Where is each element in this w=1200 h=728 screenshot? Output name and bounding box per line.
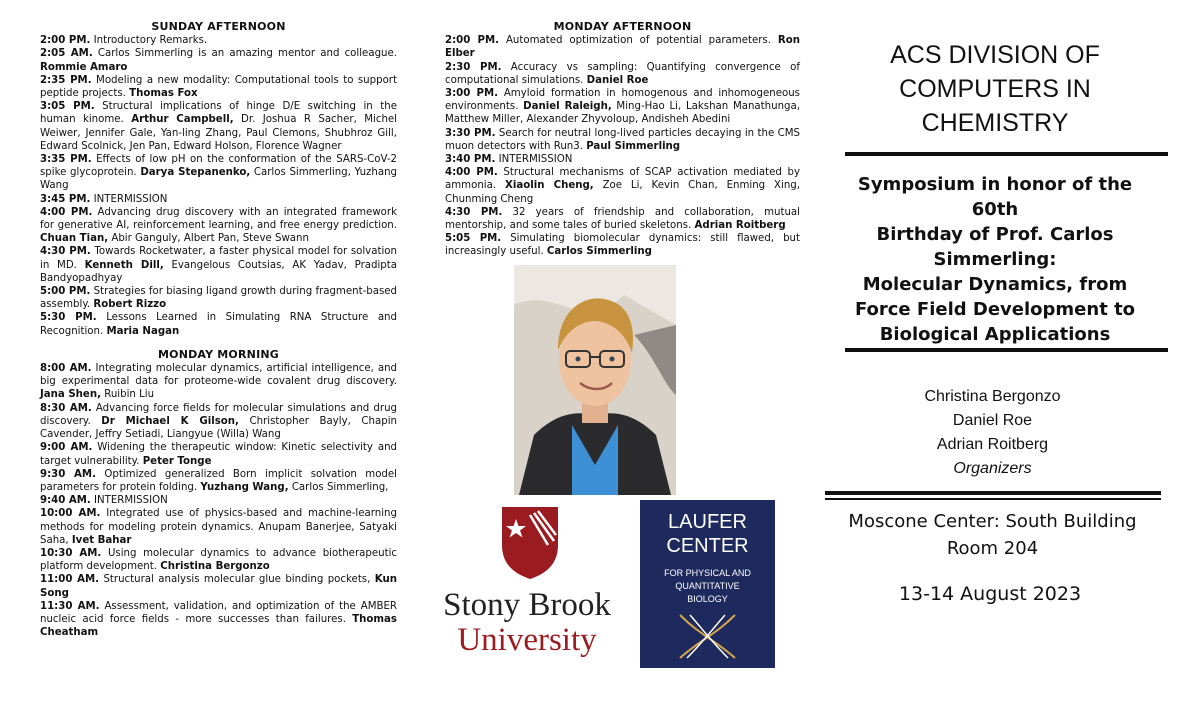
schedule-entry bbox=[40, 47, 397, 73]
schedule-entry bbox=[445, 34, 800, 60]
entry-time: 3:45 PM. bbox=[40, 193, 91, 205]
schedule-entry bbox=[445, 153, 800, 166]
schedule-entry bbox=[40, 494, 397, 507]
entry-time: 10:00 AM. bbox=[40, 508, 101, 520]
symposium-line4: Molecular Dynamics, from bbox=[862, 274, 1128, 295]
entry-presenter: Maria Nagan bbox=[106, 325, 180, 337]
divider-middle bbox=[845, 348, 1168, 352]
entry-presenter: Xiaolin Cheng, bbox=[504, 180, 594, 192]
schedule-entry bbox=[445, 61, 800, 87]
divider-top bbox=[845, 152, 1168, 156]
entry-presenter: Kun Song bbox=[40, 574, 397, 599]
entry-title: Advancing drug discovery with an integrated framework for generative AI, reinforcement learning, and free energy prediction. bbox=[40, 206, 397, 232]
schedule-entry bbox=[40, 74, 397, 100]
venue-line1: Moscone Center: South Building bbox=[848, 511, 1137, 532]
entry-coauthors: Abir Ganguly, Albert Pan, Steve Swann bbox=[108, 233, 309, 245]
entry-title: Strategies for biasing ligand growth during fragment-based assembly. bbox=[40, 286, 397, 311]
schedule-entry bbox=[445, 87, 800, 127]
schedule-entry bbox=[40, 206, 397, 246]
entry-title: Introductory Remarks. bbox=[90, 35, 208, 47]
schedule-left-column bbox=[40, 20, 397, 639]
entry-time: 2:35 PM. bbox=[40, 74, 92, 86]
entry-title: Towards Rocketwater, a faster physical model for solvation in MD. bbox=[40, 246, 397, 271]
entry-coauthors: Carlos Simmerling, Yuzhang Wang bbox=[40, 167, 397, 192]
entry-presenter: Christina Bergonzo bbox=[160, 561, 270, 573]
schedule-entry bbox=[40, 468, 397, 494]
entry-title: Lessons Learned in Simulating RNA Structure and Recognition. bbox=[40, 312, 397, 337]
monday-afternoon-list bbox=[445, 34, 800, 258]
schedule-entry bbox=[40, 245, 397, 285]
sbu-name-line2: University bbox=[457, 622, 597, 658]
entry-time: 5:00 PM. bbox=[40, 286, 91, 298]
entry-presenter: Yuzhang Wang, bbox=[200, 481, 289, 493]
entry-title: 32 years of friendship and collaboration, mutual mentorship, and some tales of buried skeletons. bbox=[445, 206, 800, 232]
entry-presenter: Robert Rizzo bbox=[93, 299, 167, 311]
schedule-entry bbox=[40, 362, 397, 402]
laufer-name-line2: CENTER bbox=[666, 535, 749, 557]
division-title-line1: ACS DIVISION OF bbox=[890, 41, 1100, 69]
entry-coauthors: Christopher Bayly, Chapin Cavender, Jeffry Setiadi, Liangyue (Willa) Wang bbox=[40, 415, 397, 441]
schedule-entry bbox=[445, 206, 800, 232]
schedule-entry bbox=[40, 547, 397, 573]
entry-time: 2:00 PM. bbox=[445, 35, 500, 47]
entry-presenter: Thomas Cheatham bbox=[40, 613, 397, 639]
stony-brook-logo bbox=[430, 505, 625, 665]
entry-presenter: Thomas Fox bbox=[129, 88, 198, 100]
divider-lower-thin bbox=[825, 498, 1161, 500]
entry-title: Using molecular dynamics to advance biotherapeutic platform development. bbox=[40, 547, 397, 573]
symposium-title bbox=[840, 172, 1150, 347]
entry-presenter: Carlos Simmerling bbox=[546, 246, 652, 258]
laufer-sub-line1: FOR PHYSICAL AND bbox=[664, 568, 751, 578]
entry-presenter: Jana Shen, bbox=[40, 389, 101, 401]
organizers-role: Organizers bbox=[953, 460, 1032, 477]
entry-title: Search for neutral long-lived particles decaying in the CMS muon detectors with Run3. bbox=[445, 127, 800, 152]
section-heading-sunday: SUNDAY AFTERNOON bbox=[151, 20, 286, 33]
entry-title: Advancing force fields for molecular simulations and drug discovery. bbox=[40, 402, 397, 427]
entry-title: Widening the therapeutic window: Kinetic selectivity and target vulnerability. bbox=[40, 442, 397, 467]
schedule-entry bbox=[40, 285, 397, 311]
symposium-line5: Force Field Development to bbox=[854, 299, 1136, 320]
entry-coauthors: Ming-Hao Li, Lakshan Manathunga, Matthew Miller, Alexander Zhyvoloup, Andisheh Abedini bbox=[445, 101, 800, 126]
entry-coauthors: Dr. Joshua R Sacher, Michel Weiwer, Jennifer Gale, Yan-ling Zhang, Paul Clemons, Shubhroz Gill, Edward Scolnick, Jen Pan, Edward Holson, Florence Wagner bbox=[40, 114, 398, 152]
section-heading-monday-morning: MONDAY MORNING bbox=[158, 347, 279, 361]
division-title bbox=[845, 38, 1145, 140]
symposium-line2: Birthday of Prof. Carlos bbox=[876, 224, 1114, 245]
entry-time: 4:00 PM. bbox=[40, 206, 93, 218]
stony-brook-emblem bbox=[430, 505, 625, 665]
entry-presenter: Ivet Bahar bbox=[71, 534, 132, 546]
entry-title: Structural implications of hinge D/E switching in the human kinome. bbox=[40, 101, 397, 126]
entry-presenter: Peter Tonge bbox=[142, 455, 212, 467]
entry-time: 10:30 AM. bbox=[40, 547, 102, 559]
entry-title: Amyloid formation in homogenous and inhomogeneous environments. bbox=[445, 88, 800, 113]
entry-title: Simulating biomolecular dynamics: still flawed, but increasingly useful. bbox=[445, 233, 800, 258]
schedule-entry bbox=[40, 441, 397, 467]
symposium-line6: Biological Applications bbox=[879, 324, 1111, 345]
schedule-entry bbox=[40, 193, 397, 206]
schedule-entry bbox=[40, 100, 397, 153]
organizer-name: Christina Bergonzo bbox=[924, 388, 1061, 405]
entry-title: Assessment, validation, and optimization of the AMBER nucleic acid force fields - more successes than failures. bbox=[40, 600, 397, 625]
entry-title: INTERMISSION bbox=[90, 495, 168, 507]
sbu-name-line1: Stony Brook bbox=[443, 587, 611, 623]
schedule-entry bbox=[40, 311, 397, 337]
entry-presenter: Daniel Roe bbox=[586, 74, 649, 86]
entry-time: 5:30 PM. bbox=[40, 312, 97, 324]
entry-title: Integrating molecular dynamics, artificial intelligence, and big experimental data for proteome-wide covalent drug discovery. bbox=[40, 363, 398, 388]
entry-time: 2:30 PM. bbox=[445, 61, 502, 73]
entry-presenter: Adrian Roitberg bbox=[694, 220, 786, 232]
schedule-entry bbox=[40, 573, 397, 599]
entry-time: 3:35 PM. bbox=[40, 154, 92, 166]
entry-coauthors: Zoe Li, Kevin Chan, Enming Xing, Chunming Cheng bbox=[445, 180, 800, 205]
schedule-entry bbox=[40, 600, 397, 640]
entry-title: Effects of low pH on the conformation of the SARS-CoV-2 spike glycoprotein. bbox=[40, 154, 397, 179]
entry-time: 4:00 PM. bbox=[445, 167, 498, 179]
entry-coauthors: Carlos Simmerling, bbox=[288, 481, 389, 493]
entry-title: Structural mechanisms of SCAP activation mediated by ammonia. bbox=[445, 167, 800, 192]
laufer-sub-line3: BIOLOGY bbox=[687, 594, 728, 604]
entry-time: 9:40 AM. bbox=[40, 495, 91, 507]
entry-time: 3:05 PM. bbox=[40, 101, 95, 113]
portrait-illustration bbox=[514, 265, 676, 495]
entry-presenter: Ron Elber bbox=[445, 35, 800, 60]
symposium-line3: Simmerling: bbox=[933, 249, 1057, 270]
entry-time: 5:05 PM. bbox=[445, 233, 502, 245]
entry-title: Carlos Simmerling is an amazing mentor and colleague. bbox=[92, 48, 398, 60]
entry-title: Automated optimization of potential parameters. bbox=[499, 35, 778, 47]
entry-time: 9:30 AM. bbox=[40, 468, 96, 480]
entry-presenter: Paul Simmerling bbox=[586, 140, 681, 152]
entry-time: 3:40 PM. bbox=[445, 154, 496, 166]
entry-time: 11:30 AM. bbox=[40, 600, 100, 612]
schedule-entry bbox=[40, 507, 397, 547]
entry-time: 11:00 AM. bbox=[40, 574, 100, 586]
schedule-entry bbox=[445, 232, 800, 258]
entry-title: Accuracy vs sampling: Quantifying convergence of computational simulations. bbox=[445, 61, 800, 86]
schedule-entry bbox=[40, 402, 397, 442]
schedule-middle-column bbox=[445, 20, 800, 259]
entry-time: 8:00 AM. bbox=[40, 363, 92, 375]
organizers-block bbox=[880, 385, 1105, 481]
honoree-photo bbox=[514, 265, 676, 495]
entry-presenter: Dr Michael K Gilson, bbox=[101, 415, 239, 427]
entry-title: Structural analysis molecular glue binding pockets, bbox=[99, 574, 375, 586]
entry-time: 4:30 PM. bbox=[445, 206, 503, 218]
entry-presenter: Arthur Campbell, bbox=[131, 114, 234, 126]
event-date: 13-14 August 2023 bbox=[898, 583, 1082, 605]
entry-title: INTERMISSION bbox=[90, 193, 168, 205]
laufer-sub-line2: QUANTITATIVE bbox=[675, 581, 740, 591]
schedule-entry bbox=[40, 34, 397, 47]
monday-morning-list bbox=[40, 362, 397, 639]
entry-time: 8:30 AM. bbox=[40, 402, 92, 414]
venue-block bbox=[820, 508, 1165, 562]
entry-title: INTERMISSION bbox=[495, 154, 573, 166]
entry-presenter: Chuan Tian, bbox=[40, 233, 109, 245]
entry-time: 2:05 AM. bbox=[40, 48, 93, 60]
section-heading-monday-afternoon: MONDAY AFTERNOON bbox=[553, 20, 692, 33]
venue-line2: Room 204 bbox=[946, 538, 1039, 559]
entry-presenter: Kenneth Dill, bbox=[84, 259, 164, 271]
division-title-line3: CHEMISTRY bbox=[921, 109, 1069, 137]
laufer-center-logo bbox=[640, 500, 775, 668]
entry-coauthors: Ruibin Liu bbox=[100, 389, 155, 401]
entry-title: Integrated use of physics-based and machine-learning methods for modeling protein dynamics. Anupam Banerjee, Satyaki Saha, bbox=[40, 508, 397, 546]
laufer-center-emblem bbox=[640, 500, 775, 668]
sunday-afternoon-list bbox=[40, 34, 397, 338]
division-title-line2: COMPUTERS IN bbox=[899, 75, 1091, 103]
entry-time: 4:30 PM. bbox=[40, 246, 91, 258]
entry-title: Optimized generalized Born implicit solvation model parameters for protein folding. bbox=[40, 468, 398, 493]
entry-time: 2:00 PM. bbox=[40, 35, 91, 47]
entry-presenter: Darya Stepanenko, bbox=[140, 167, 251, 179]
organizer-name: Adrian Roitberg bbox=[936, 436, 1049, 453]
symposium-line1: Symposium in honor of the 60th bbox=[857, 174, 1133, 220]
schedule-entry bbox=[40, 153, 397, 193]
entry-coauthors: Evangelous Coutsias, AK Yadav, Pradipta Bandyopadhyay bbox=[40, 259, 397, 284]
organizer-name: Daniel Roe bbox=[952, 412, 1033, 429]
divider-lower-thick bbox=[825, 491, 1161, 495]
entry-presenter: Daniel Raleigh, bbox=[523, 101, 612, 113]
entry-time: 3:00 PM. bbox=[445, 88, 498, 100]
schedule-entry bbox=[445, 166, 800, 206]
laufer-name-line1: LAUFER bbox=[668, 511, 747, 533]
entry-title: Modeling a new modality: Computational tools to support peptide projects. bbox=[40, 74, 397, 100]
schedule-entry bbox=[445, 127, 800, 153]
entry-time: 9:00 AM. bbox=[40, 442, 93, 454]
entry-presenter: Rommie Amaro bbox=[40, 61, 128, 73]
entry-time: 3:30 PM. bbox=[445, 127, 496, 139]
